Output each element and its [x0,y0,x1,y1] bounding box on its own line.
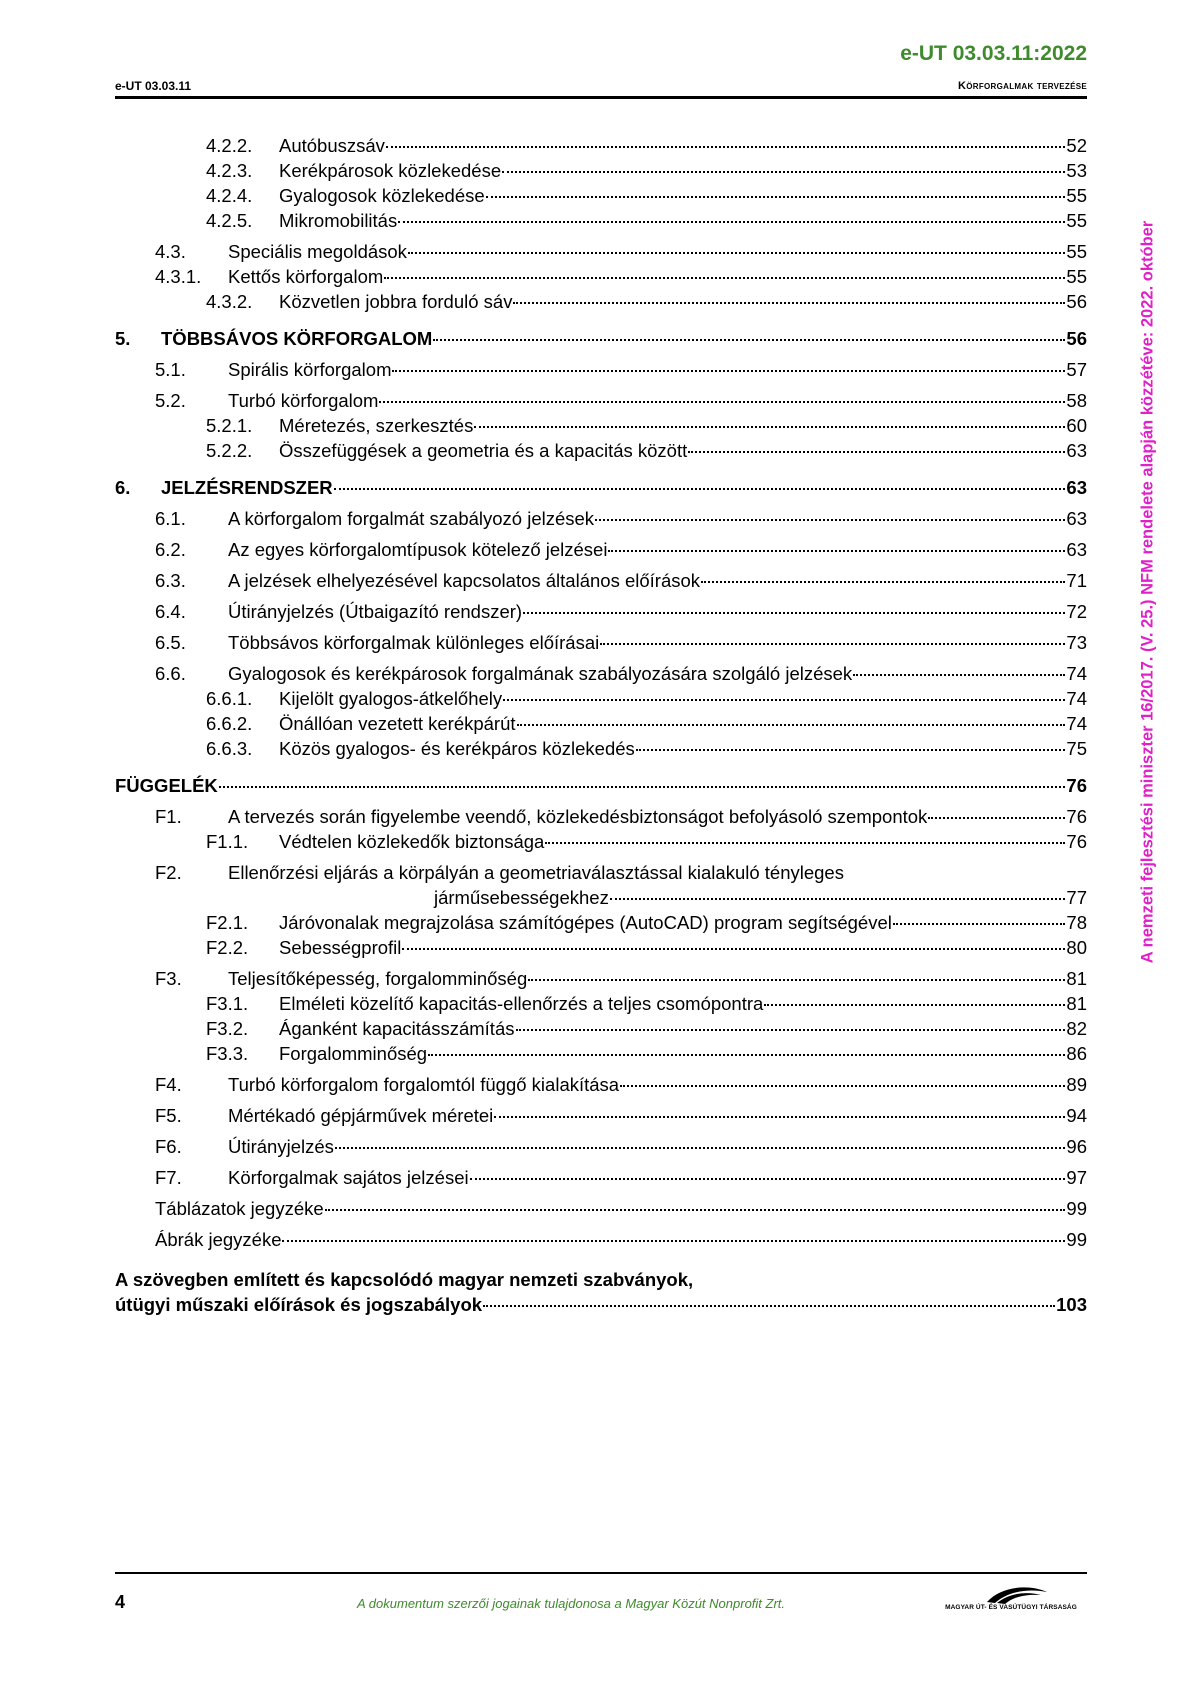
logo-text: MAGYAR ÚT- ÉS VASÚTÜGYI TÁRSASÁG [945,1604,1077,1611]
toc-entry-page: 56 [1066,291,1087,312]
dot-leader [928,817,1065,819]
dot-leader [502,171,1065,173]
publication-note: A nemzeti fejlesztési miniszter 16/2017. (V. 25.) NFM rendelete alapján közzétéve: 2022. október [1138,220,1157,964]
dot-leader [764,1004,1065,1006]
dot-leader [513,302,1065,304]
dot-leader [474,426,1065,428]
toc-entry-number: F6. [155,1136,182,1157]
dot-leader [608,550,1065,552]
toc-entry-title: Méretezés, szerkesztés [279,415,474,436]
toc-entry[interactable] [0,968,1087,990]
dot-leader [402,948,1065,950]
toc-entry-number: F2.2. [206,937,249,958]
toc-entry-number: 6.2. [155,539,186,560]
toc-entry[interactable] [0,688,1087,710]
toc-entry-title: Forgalomminőség [279,1043,428,1064]
dot-leader [219,786,1066,788]
toc-entry-page: 81 [1066,968,1087,989]
toc-entry-page: 53 [1066,160,1087,181]
dot-leader [523,612,1065,614]
dot-leader [428,1054,1065,1056]
dot-leader [386,146,1065,148]
toc-entry-number: 4.3.1. [155,266,202,287]
document-code-short: e-UT 03.03.11 [115,79,192,93]
toc-entry-title: Járóvonalak megrajzolása számítógépes (AutoCAD) program segítségével [279,912,892,933]
toc-entry[interactable] [0,806,1087,828]
toc-entry[interactable] [0,539,1087,561]
toc-entry-title: Önállóan vezetett kerékpárút [279,713,516,734]
toc-entry-page: 73 [1066,632,1087,653]
toc-entry[interactable] [0,993,1087,1015]
toc-entry-title: Kerékpárosok közlekedése [279,160,502,181]
toc-entry-page: 72 [1066,601,1087,622]
dot-leader [282,1240,1065,1242]
toc-entry-number: F1.1. [206,831,249,852]
toc-entry-number: 5.2.2. [206,440,253,461]
toc-entry[interactable] [0,831,1087,853]
dot-leader [335,1147,1066,1149]
toc-entry-title: Útirányjelzés (Útbaigazító rendszer) [228,601,523,622]
toc-entry-title: Gyalogosok közlekedése [279,185,485,206]
toc-entry-title: Összefüggések a geometria és a kapacitás között [279,440,688,461]
toc-entry[interactable] [0,632,1087,654]
toc-entry[interactable] [0,1167,1087,1189]
page-number: 4 [115,1592,126,1612]
toc-entry[interactable] [0,738,1087,760]
toc-entry-number: 6. [115,477,131,498]
toc-entry-page: 99 [1066,1229,1087,1250]
toc-entry-page: 71 [1066,570,1087,591]
toc-entry-title: Spirális körforgalom [228,359,392,380]
toc-entry-page: 86 [1066,1043,1087,1064]
toc-entry-title: Mikromobilitás [279,210,398,231]
toc-entry[interactable] [0,775,1087,797]
toc-entry-page: 76 [1066,831,1087,852]
toc-entry-page: 55 [1066,266,1087,287]
dot-leader [483,1305,1055,1307]
toc-entry[interactable] [0,713,1087,735]
dot-leader [595,519,1065,521]
dot-leader [853,674,1065,676]
toc-entry-title: A jelzések elhelyezésével kapcsolatos általános előírások [228,570,701,591]
toc-entry-title: FÜGGELÉK [115,775,218,796]
toc-entry-title: Táblázatok jegyzéke [155,1198,324,1219]
toc-entry-title: Többsávos körforgalmak különleges előírásai [228,632,600,653]
toc-entry[interactable] [0,937,1087,959]
toc-entry-page: 76 [1066,775,1087,796]
toc-entry-title: Védtelen közlekedők biztonsága [279,831,545,852]
toc-entry-title: Ellenőrzési eljárás a körpályán a geometriaválasztással kialakuló tényleges [228,862,844,883]
toc-entry-page: 99 [1066,1198,1087,1219]
toc-entry-page: 63 [1066,477,1087,498]
toc-entry-first-line [155,862,844,884]
toc-entry-number: F2. [155,862,182,883]
toc-entry[interactable] [0,477,1087,499]
organization-logo [935,1582,1087,1616]
dot-leader [408,252,1065,254]
toc-entry-page: 57 [1066,359,1087,380]
dot-leader [392,370,1065,372]
toc-entry-number: F1. [155,806,182,827]
toc-entry-title-continued: útügyi műszaki előírások és jogszabályok [115,1294,483,1315]
toc-entry-title: Útirányjelzés [228,1136,334,1157]
toc-entry[interactable] [0,887,1087,909]
toc-entry-page: 94 [1066,1105,1087,1126]
toc-entry-page: 81 [1066,993,1087,1014]
toc-entry-page: 55 [1066,241,1087,262]
toc-entry-page: 78 [1066,912,1087,933]
toc-entry-number: 6.6.3. [206,738,253,759]
document-code: e-UT 03.03.11:2022 [900,42,1087,65]
toc-entry[interactable] [0,570,1087,592]
toc-entry-first-line [115,1269,693,1291]
toc-entry[interactable] [0,1229,1087,1251]
toc-entry-number: 6.6.1. [206,688,253,709]
dot-leader [688,451,1065,453]
dot-leader [620,1085,1065,1087]
toc-entry-number: 6.6.2. [206,713,253,734]
toc-entry-page: 52 [1066,135,1087,156]
toc-entry-number: 4.2.5. [206,210,253,231]
toc-entry-title: Az egyes körforgalomtípusok kötelező jelzései [228,539,608,560]
toc-entry[interactable] [0,328,1087,350]
toc-entry-page: 74 [1066,713,1087,734]
document-title-text: Körforgalmak tervezése [957,80,1087,92]
dot-leader [701,581,1065,583]
dot-leader [379,401,1065,403]
toc-entry-title: Teljesítőképesség, forgalomminőség [228,968,528,989]
toc-entry[interactable] [0,241,1087,263]
toc-entry-title: Sebességprofil [279,937,402,958]
toc-entry-page: 63 [1066,539,1087,560]
toc-entry[interactable] [0,912,1087,934]
toc-entry-page: 89 [1066,1074,1087,1095]
dot-leader [636,749,1066,751]
toc-entry-title: Közvetlen jobbra forduló sáv [279,291,513,312]
dot-leader [545,842,1065,844]
toc-entry-number: 6.6. [155,663,186,684]
dot-leader [600,643,1065,645]
toc-entry-title: Kettős körforgalom [228,266,384,287]
dot-leader [503,699,1065,701]
toc-entry[interactable] [0,1136,1087,1158]
toc-entry-title: Speciális megoldások [228,241,407,262]
toc-entry[interactable] [0,1074,1087,1096]
dot-leader [470,1178,1066,1180]
toc-entry-number: 6.3. [155,570,186,591]
toc-entry-number: F3.3. [206,1043,249,1064]
toc-entry-number: 4.2.2. [206,135,253,156]
toc-entry[interactable] [0,415,1087,437]
toc-entry-number: 4.2.3. [206,160,253,181]
toc-entry[interactable] [0,185,1087,207]
toc-entry-number: 6.1. [155,508,186,529]
toc-entry-page: 55 [1066,185,1087,206]
dot-leader [384,277,1065,279]
toc-entry[interactable] [0,266,1087,288]
dot-leader [528,979,1065,981]
toc-entry[interactable] [0,359,1087,381]
toc-entry-title: Kijelölt gyalogos-átkelőhely [279,688,503,709]
dot-leader [486,196,1066,198]
toc-entry-page: 76 [1066,806,1087,827]
toc-entry-title: A körforgalom forgalmát szabályozó jelzések [228,508,595,529]
dot-leader [516,1029,1066,1031]
toc-entry-page: 63 [1066,508,1087,529]
toc-entry[interactable] [0,135,1087,157]
copyright-notice: A dokumentum szerzői jogainak tulajdonosa a Magyar Közút Nonprofit Zrt. [357,1596,786,1611]
toc-entry-number: F3.2. [206,1018,249,1039]
toc-entry-page: 82 [1066,1018,1087,1039]
toc-entry-title: Turbó körforgalom forgalomtól függő kialakítása [228,1074,620,1095]
toc-entry-title: Közös gyalogos- és kerékpáros közlekedés [279,738,635,759]
toc-entry-page: 63 [1066,440,1087,461]
toc-entry-title: JELZÉSRENDSZER [161,477,333,498]
toc-entry-number: 5. [115,328,131,349]
toc-entry[interactable] [0,1198,1087,1220]
toc-entry-page: 75 [1066,738,1087,759]
toc-entry-number: 4.3.2. [206,291,253,312]
toc-entry-number: F4. [155,1074,182,1095]
toc-entry-page: 74 [1066,663,1087,684]
toc-entry[interactable] [0,601,1087,623]
toc-entry-page: 103 [1056,1294,1087,1315]
toc-entry-title: Autóbuszsáv [279,135,385,156]
toc-entry-title: A szövegben említett és kapcsolódó magyar nemzeti szabványok, [115,1269,694,1290]
toc-entry[interactable] [0,1018,1087,1040]
toc-entry-page: 74 [1066,688,1087,709]
toc-entry-title: Gyalogosok és kerékpárosok forgalmának szabályozására szolgáló jelzések [228,663,853,684]
toc-entry-number: F2.1. [206,912,249,933]
logo-mark-icon [935,1582,1087,1606]
toc-entry-page: 56 [1066,328,1087,349]
toc-entry-title: Turbó körforgalom [228,390,379,411]
toc-entry-number: 4.2.4. [206,185,253,206]
toc-entry-number: F7. [155,1167,182,1188]
toc-entry-number: F3.1. [206,993,249,1014]
toc-entry-page: 55 [1066,210,1087,231]
toc-entry-page: 96 [1066,1136,1087,1157]
toc-entry[interactable] [0,291,1087,313]
toc-entry[interactable] [0,1043,1087,1065]
toc-entry-title: Ábrák jegyzéke [155,1229,282,1250]
dot-leader [334,488,1066,490]
dot-leader [325,1209,1066,1211]
toc-entry[interactable] [0,1294,1087,1316]
toc-entry[interactable] [0,390,1087,412]
toc-entry-title: Elméleti közelítő kapacitás-ellenőrzés a teljes csomópontra [279,993,764,1014]
toc-entry-page: 77 [1066,887,1087,908]
toc-entry-number: F3. [155,968,182,989]
toc-entry-number: F5. [155,1105,182,1126]
toc-entry-title: Mértékadó gépjárművek méretei [228,1105,494,1126]
toc-entry-title-continued: járműsebességekhez [434,887,609,908]
footer-divider [115,1572,1087,1574]
dot-leader [398,221,1065,223]
toc-entry-number: 6.4. [155,601,186,622]
toc-entry-number: 5.2. [155,390,186,411]
toc-entry[interactable] [0,508,1087,530]
toc-entry[interactable] [0,440,1087,462]
toc-entry-title: A tervezés során figyelembe veendő, közlekedésbiztonságot befolyásoló szempontok [228,806,928,827]
toc-entry-number: 6.5. [155,632,186,653]
toc-entry-title: TÖBBSÁVOS KÖRFORGALOM [161,328,433,349]
toc-entry[interactable] [0,1105,1087,1127]
toc-entry[interactable] [0,210,1087,232]
toc-entry[interactable] [0,663,1087,685]
dot-leader [893,923,1066,925]
toc-entry-title: Körforgalmak sajátos jelzései [228,1167,469,1188]
toc-entry-number: 4.3. [155,241,186,262]
toc-entry-page: 80 [1066,937,1087,958]
toc-entry-number: 5.1. [155,359,186,380]
toc-entry[interactable] [0,160,1087,182]
toc-entry-page: 97 [1066,1167,1087,1188]
toc-entry-number: 5.2.1. [206,415,253,436]
toc-entry-page: 60 [1066,415,1087,436]
dot-leader [433,339,1065,341]
dot-leader [610,898,1066,900]
dot-leader [517,724,1066,726]
dot-leader [494,1116,1065,1118]
toc-entry-title: Áganként kapacitásszámítás [279,1018,515,1039]
toc-entry-page: 58 [1066,390,1087,411]
